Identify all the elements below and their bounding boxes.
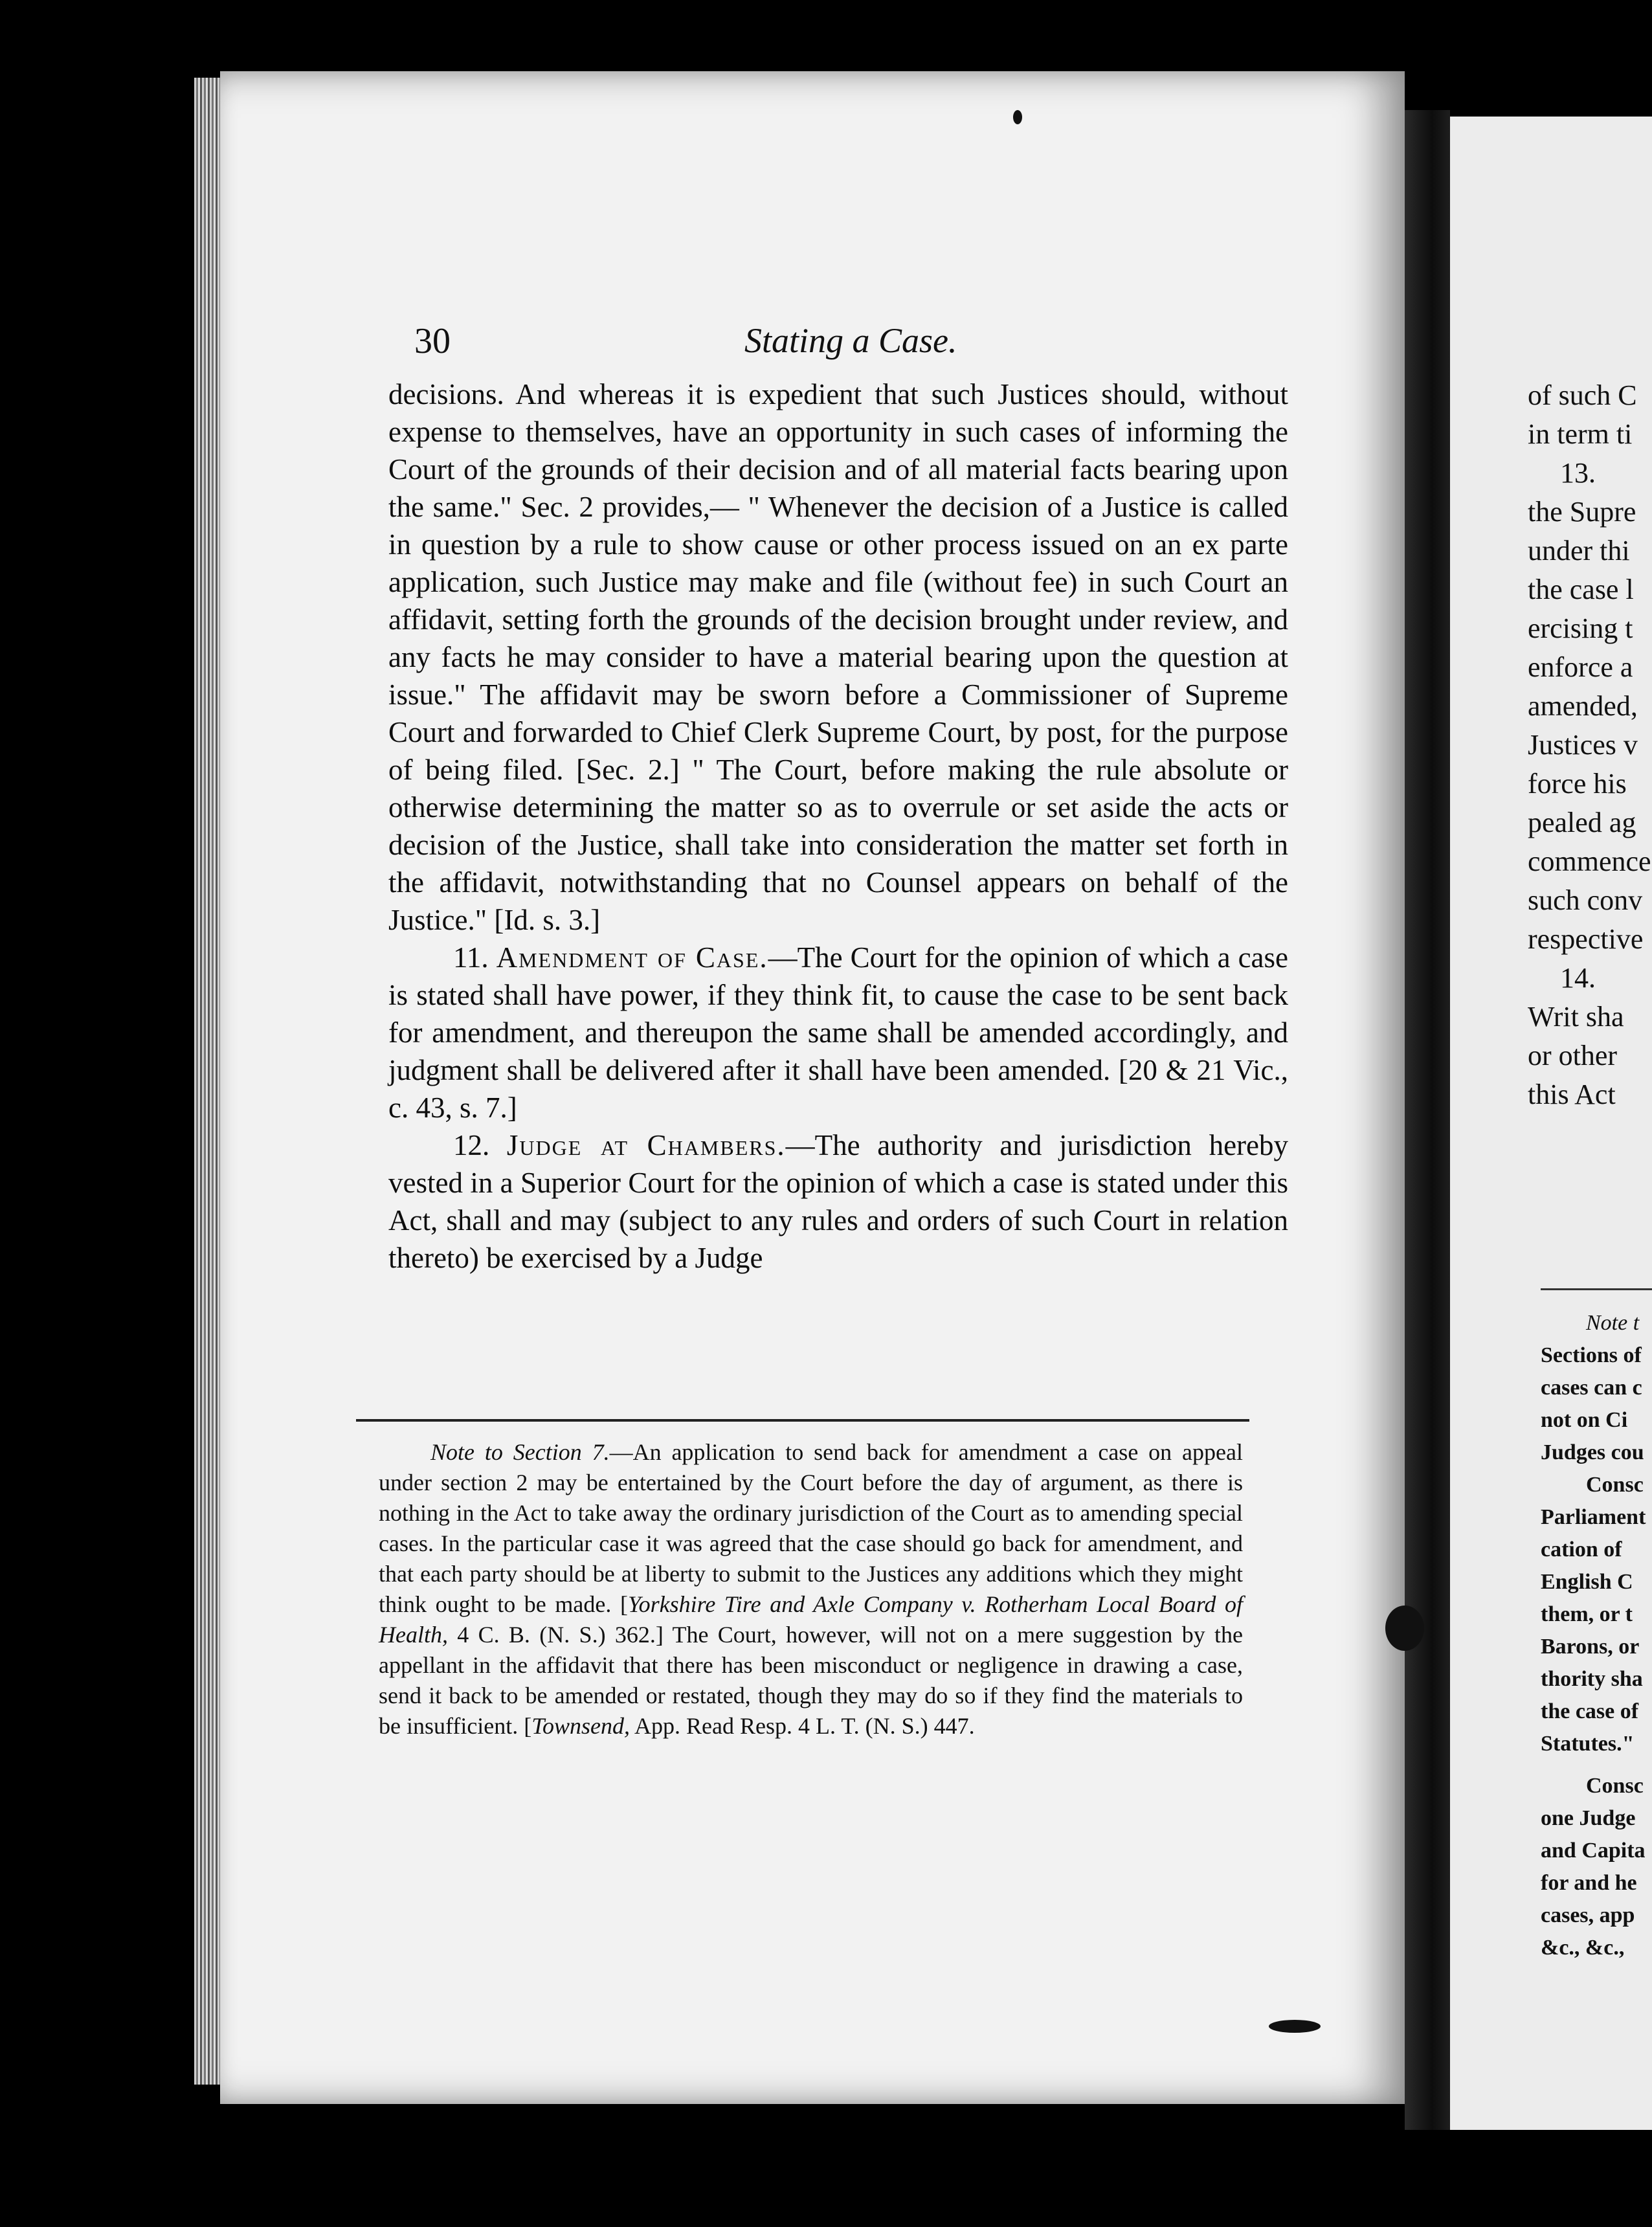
right-note-line: not on Ci: [1541, 1408, 1628, 1432]
right-note-line: them, or t: [1541, 1602, 1633, 1626]
book-gutter: [1405, 110, 1450, 2130]
right-note-line: the case of: [1541, 1699, 1639, 1723]
footnote-text-3: App. Read Resp. 4 L. T. (N. S.) 447.: [630, 1713, 975, 1739]
right-page-line: Writ sha: [1528, 1001, 1624, 1033]
section-12: [388, 1126, 1288, 1277]
section-11-text: —The Court for the opinion of which a case is stated shall have power, if they think fit, to cause the case to be sent back for amendment, and thereupon the same shall be amended accordingly, and judgment shall be delivered after it shall have been amended. [20 & 21 Vic., c. 43, s. 7.]: [388, 941, 1289, 1124]
right-page-line: ercising t: [1528, 612, 1633, 644]
right-note-line: Judges cou: [1541, 1440, 1644, 1464]
right-page-line: amended,: [1528, 690, 1638, 722]
footnote-text: —An application to send back for amendment a case on appeal under section 2 may be entertained by the Court before the day of argument, as there is nothing in the Act to take away the ordinary jurisdiction of the Court as to amending special cases. In the particular case it was agreed that the case should go back for amendment, and that each party should be at liberty to submit to the Justices any additions which they might think ought to be made. [: [379, 1439, 1243, 1617]
right-note-line: Statutes.": [1541, 1732, 1635, 1756]
body-text: [388, 375, 1288, 1277]
right-note-line: thority sha: [1541, 1667, 1643, 1691]
section-11: [388, 939, 1288, 1126]
footnote-citation-1: Yorkshire Tire and Axle Company v. Rotherham Local Board of Health,: [379, 1591, 1243, 1648]
page-number: 30: [414, 321, 451, 361]
right-note-line: cases can c: [1541, 1376, 1642, 1400]
right-page-line: commence: [1528, 845, 1651, 877]
section-11-heading: Amendment of Case.: [496, 941, 768, 974]
right-page-line: 13.: [1560, 457, 1596, 489]
right-page-line: of such C: [1528, 379, 1637, 411]
section-12-number: 12.: [453, 1129, 490, 1161]
footnote-text-2: 4 C. B. (N. S.) 362.] The Court, however, will not on a mere suggestion by the appellant in the affidavit that there has been misconduct or negligence in drawing a case, send it back to be amended or restated, though they may do so if they find the materials to be insufficient. [: [379, 1622, 1243, 1739]
book-page-edges: [194, 78, 220, 2085]
section-12-heading: Judge at Chambers.: [506, 1129, 786, 1161]
footnote: [379, 1437, 1243, 1741]
section-12-text: —The authority and jurisdiction hereby vested in a Superior Court for the opinion of which a case is stated under this Act, shall and may (subject to any rules and orders of such Court in relation thereto) be exercised by a Judge: [388, 1129, 1288, 1274]
running-title: Stating a Case.: [744, 321, 957, 360]
paragraph-continued: decisions. And whereas it is expedient that such Justices should, without expense to themselves, have an opportunity in such cases of informing the Court of the grounds of their decision and of all material facts bearing upon the same." Sec. 2 provides,— " Whenever the decision of a Justice is called in question by a rule to show cause or other process issued on an ex parte application, such Justice may make and file (without fee) in such Court an affidavit, setting forth the grounds of the decision brought under review, and any facts he may consider to have a material bearing upon the question at issue." The affidavit may be sworn before a Commissioner of Supreme Court and forwarded to Chief Clerk Supreme Court, by post, for the purpose of being filed. [Sec. 2.] " The Court, before making the rule absolute or otherwise determining the matter so as to overrule or set aside the acts or decision of the Justice, shall take into consideration the matter set forth in the affidavit, notwithstanding that no Counsel appears on behalf of the Justice." [Id. s. 3.]: [388, 378, 1288, 936]
right-note-line: &c., &c.,: [1541, 1936, 1625, 1960]
right-note-line: cation of: [1541, 1538, 1622, 1561]
ink-blot: [1269, 2020, 1321, 2033]
right-page-line: 14.: [1560, 962, 1596, 994]
right-page-line: pealed ag: [1528, 807, 1636, 838]
right-page-rule: [1541, 1288, 1652, 1290]
section-11-number: 11.: [453, 941, 489, 974]
right-page-line: enforce a: [1528, 651, 1633, 683]
ink-blot: [1013, 110, 1022, 124]
right-note-line: Barons, or: [1541, 1635, 1640, 1659]
footnote-label: Note to Section 7.: [430, 1439, 610, 1465]
right-page: [1450, 117, 1652, 2130]
right-page-line: the case l: [1528, 574, 1634, 605]
right-page-line: force his: [1528, 768, 1627, 800]
right-page-line: this Act: [1528, 1079, 1616, 1110]
right-note-line: Consc: [1586, 1473, 1644, 1497]
right-note-line: Sections of: [1541, 1343, 1642, 1367]
right-page-line: Justices v: [1528, 729, 1638, 761]
right-page-line: under thi: [1528, 535, 1630, 566]
right-note-line: Parliament: [1541, 1505, 1646, 1529]
right-note-line: Note t: [1586, 1311, 1640, 1335]
right-note-line: Consc: [1586, 1774, 1644, 1798]
footnote-rule: [356, 1419, 1249, 1422]
ink-blot: [1385, 1606, 1424, 1651]
right-note-line: cases, app: [1541, 1903, 1635, 1927]
right-note-line: and Capita: [1541, 1839, 1646, 1863]
right-note-line: one Judge: [1541, 1806, 1636, 1830]
right-note-line: English C: [1541, 1570, 1633, 1594]
footnote-paragraph: [379, 1437, 1243, 1741]
right-page-line: in term ti: [1528, 418, 1633, 450]
right-page-line: the Supre: [1528, 496, 1636, 528]
right-page-line: respective: [1528, 923, 1644, 955]
right-page-line: or other: [1528, 1040, 1618, 1071]
running-head: [414, 320, 1275, 366]
right-note-line: for and he: [1541, 1871, 1637, 1895]
footnote-citation-2: Townsend,: [531, 1713, 630, 1739]
right-page-line: such conv: [1528, 884, 1643, 916]
